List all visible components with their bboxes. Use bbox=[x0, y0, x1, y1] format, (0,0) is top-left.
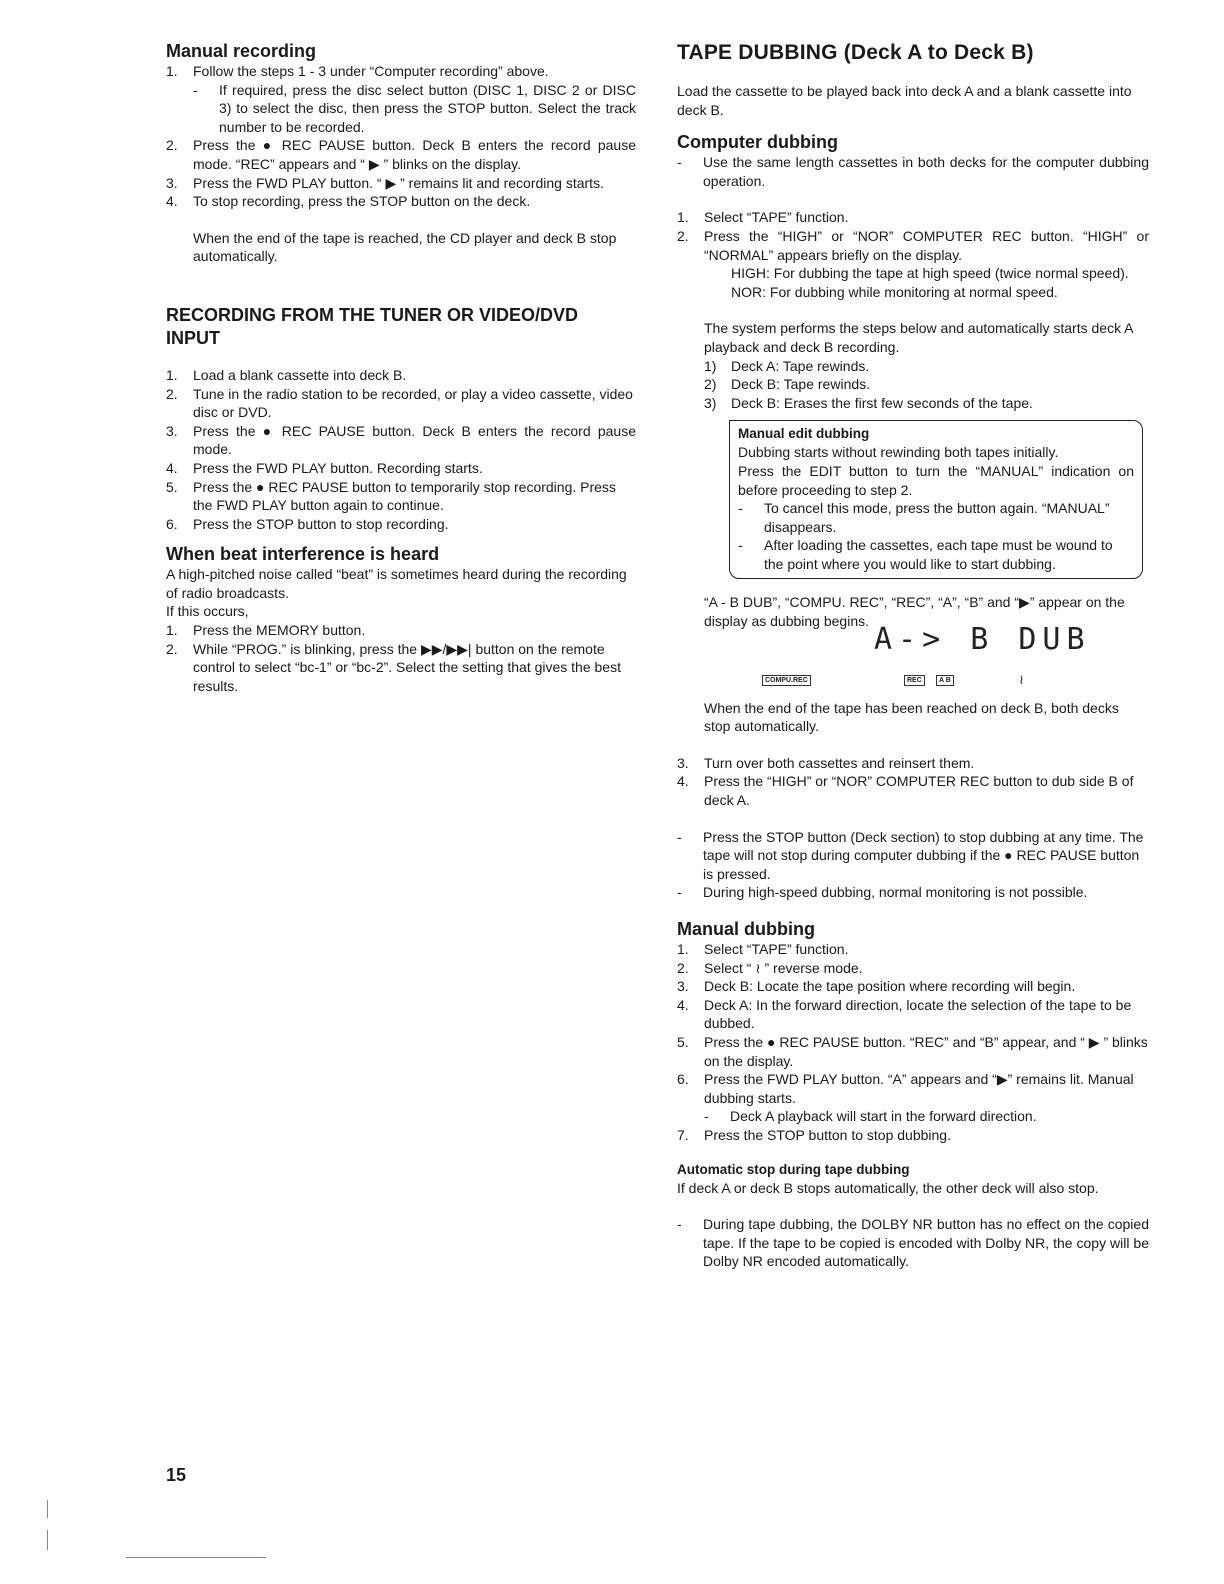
beat-if-occurs: If this occurs, bbox=[166, 603, 249, 620]
computer-dubbing-steps bbox=[677, 208, 1149, 264]
computer-dubbing-steps-continued bbox=[677, 754, 1149, 810]
tuner-recording-heading: RECORDING FROM THE TUNER OR VIDEO/DVD INPUT bbox=[166, 304, 579, 348]
high-speed-note: HIGH: For dubbing the tape at high speed (twice normal speed). bbox=[731, 265, 1129, 282]
beat-intro: A high-pitched noise called “beat” is sometimes heard during the recording of radio broadcasts. bbox=[166, 566, 627, 601]
list-item: 1. Select “TAPE” function. bbox=[677, 209, 849, 226]
manual-edit-dubbing-box bbox=[729, 420, 1143, 579]
list-item: 1. Press the MEMORY button. bbox=[166, 622, 366, 639]
edge-mark bbox=[47, 1530, 48, 1550]
list-item: 1. Select “TAPE” function. bbox=[677, 941, 849, 957]
list-item: 3) Deck B: Erases the first few seconds of the tape. bbox=[704, 394, 1033, 411]
manual-dubbing-heading: Manual dubbing bbox=[677, 919, 815, 939]
computer-dubbing-heading: Computer dubbing bbox=[677, 132, 838, 153]
system-performs-note: The system performs the steps below and automatically starts deck A playback and deck B recording. bbox=[704, 320, 1133, 355]
list-item: - To cancel this mode, press the button again. “MANUAL” disappears. bbox=[738, 500, 1110, 535]
list-item: 3. Press the FWD PLAY button. “ ▶ ” remains lit and recording starts. bbox=[166, 174, 604, 191]
list-item: - During high-speed dubbing, normal monitoring is not possible. bbox=[677, 884, 1088, 901]
list-item: 3. Turn over both cassettes and reinsert them. bbox=[677, 754, 975, 771]
manual-edit-line: Dubbing starts without rewinding both tapes initially. bbox=[738, 444, 1059, 461]
list-item: 2) Deck B: Tape rewinds. bbox=[704, 376, 871, 393]
lcd-display-illustration bbox=[704, 621, 1149, 691]
left-column bbox=[166, 40, 636, 695]
manual-edit-dubbing-heading: Manual edit dubbing bbox=[738, 426, 870, 442]
list-item: 4. Press the FWD PLAY button. Recording starts. bbox=[166, 459, 483, 476]
manual-recording-note: When the end of the tape is reached, the CD player and deck B stop automatically. bbox=[193, 229, 617, 265]
computer-dubbing-note: - Use the same length cassettes in both decks for the computer dubbing operation. bbox=[677, 154, 1149, 189]
tuner-recording-steps bbox=[166, 366, 636, 533]
list-item: 4. To stop recording, press the STOP button on the deck. bbox=[166, 193, 531, 210]
dolby-note: - During tape dubbing, the DOLBY NR button has no effect on the copied tape. If the tape to be copied is encoded with Dolby NR, the copy will be Dolby NR encoded automatically. bbox=[677, 1216, 1149, 1270]
list-item: 5. Press the ● REC PAUSE button to temporarily stop recording. Press the FWD PLAY button again to continue. bbox=[166, 478, 616, 514]
reverse-mode-icon: ≀ bbox=[1019, 671, 1024, 687]
right-column bbox=[677, 40, 1149, 1271]
list-item: 3. Press the ● REC PAUSE button. Deck B enters the record pause mode. bbox=[166, 422, 636, 458]
list-item: 3. Deck B: Locate the tape position where recording will begin. bbox=[677, 978, 1076, 995]
auto-stop-text: If deck A or deck B stops automatically, the other deck will also stop. bbox=[677, 1179, 1099, 1196]
list-item: 5. Press the ● REC PAUSE button. “REC” and “B” appear, and “ ▶ ” blinks on the display. bbox=[677, 1033, 1148, 1069]
manual-dubbing-steps bbox=[677, 940, 1149, 1145]
list-item: 4. Press the “HIGH” or “NOR” COMPUTER REC button to dub side B of deck A. bbox=[677, 773, 1134, 809]
list-item: 6. Press the STOP button to stop recording. bbox=[166, 515, 449, 532]
list-item: 4. Deck A: In the forward direction, locate the selection of the tape to be dubbed. bbox=[677, 996, 1132, 1032]
beat-interference-heading: When beat interference is heard bbox=[166, 544, 440, 565]
beat-steps bbox=[166, 621, 636, 695]
list-item-sub: - If required, press the disc select button (DISC 1, DISC 2 or DISC 3) to select the disc, then press the STOP button. Select the track number to be recorded. bbox=[193, 81, 636, 135]
list-item: 1. Follow the steps 1 - 3 under “Computer recording” above. bbox=[166, 63, 549, 79]
auto-stop-heading: Automatic stop during tape dubbing bbox=[677, 1161, 910, 1177]
manual-recording-steps bbox=[166, 62, 636, 211]
list-item: - Press the STOP button (Deck section) to stop dubbing at any time. The tape will not stop during computer dubbing if the ● REC PAUSE button is pressed. bbox=[677, 828, 1144, 882]
rec-indicator: REC bbox=[904, 675, 925, 686]
list-item: 1) Deck A: Tape rewinds. bbox=[704, 357, 870, 374]
ab-indicator: A B bbox=[936, 675, 954, 686]
list-item: 2. While “PROG.” is blinking, press the ▶▶/▶▶| button on the remote control to select “bc-1” or “bc-2”. Select the setting that gives the best results. bbox=[166, 640, 621, 694]
lcd-text: A-> B DUB bbox=[874, 621, 1091, 657]
tape-dubbing-intro: Load the cassette to be played back into deck A and a blank cassette into deck B. bbox=[677, 83, 1132, 118]
list-item: 2. Press the “HIGH” or “NOR” COMPUTER REC button. “HIGH” or “NORMAL” appears briefly on the display. bbox=[677, 227, 1149, 263]
edge-mark bbox=[47, 1500, 48, 1518]
list-item: 7. Press the STOP button to stop dubbing. bbox=[677, 1126, 951, 1143]
normal-speed-note: NOR: For dubbing while monitoring at normal speed. bbox=[731, 283, 1058, 300]
system-sub-steps bbox=[677, 357, 1149, 413]
page-number: 15 bbox=[166, 1465, 187, 1485]
tape-dubbing-title: TAPE DUBBING (Deck A to Deck B) bbox=[677, 41, 1034, 64]
list-item: 1. Load a blank cassette into deck B. bbox=[166, 366, 407, 383]
compu-rec-indicator: COMPU.REC bbox=[762, 675, 811, 686]
end-of-tape-note: When the end of the tape has been reached on deck B, both decks stop automatically. bbox=[704, 699, 1119, 735]
list-item: 6. Press the FWD PLAY button. “A” appears and “▶” remains lit. Manual dubbing starts. bbox=[677, 1071, 1134, 1106]
list-item: - After loading the cassettes, each tape must be wound to the point where you would like to start dubbing. bbox=[738, 537, 1113, 572]
list-item-sub: - Deck A playback will start in the forward direction. bbox=[704, 1108, 1037, 1125]
list-item: 2. Tune in the radio station to be recorded, or play a video cassette, video disc or DVD. bbox=[166, 385, 633, 421]
footer-divider bbox=[126, 1557, 266, 1558]
list-item: 2. Press the ● REC PAUSE button. Deck B enters the record pause mode. “REC” appears and “ ▶ ” blinks on the display. bbox=[166, 137, 636, 172]
list-item: 2. Select “ ≀ ” reverse mode. bbox=[677, 959, 863, 976]
display-appear-note: “A - B DUB”, “COMPU. REC”, “REC”, “A”, “B” and “▶” appear on the display as dubbing begins. bbox=[704, 594, 1125, 630]
manual-recording-heading: Manual recording bbox=[166, 41, 317, 61]
manual-edit-line: Press the EDIT button to turn the “MANUAL” indication on before proceeding to step 2. bbox=[738, 462, 1134, 498]
